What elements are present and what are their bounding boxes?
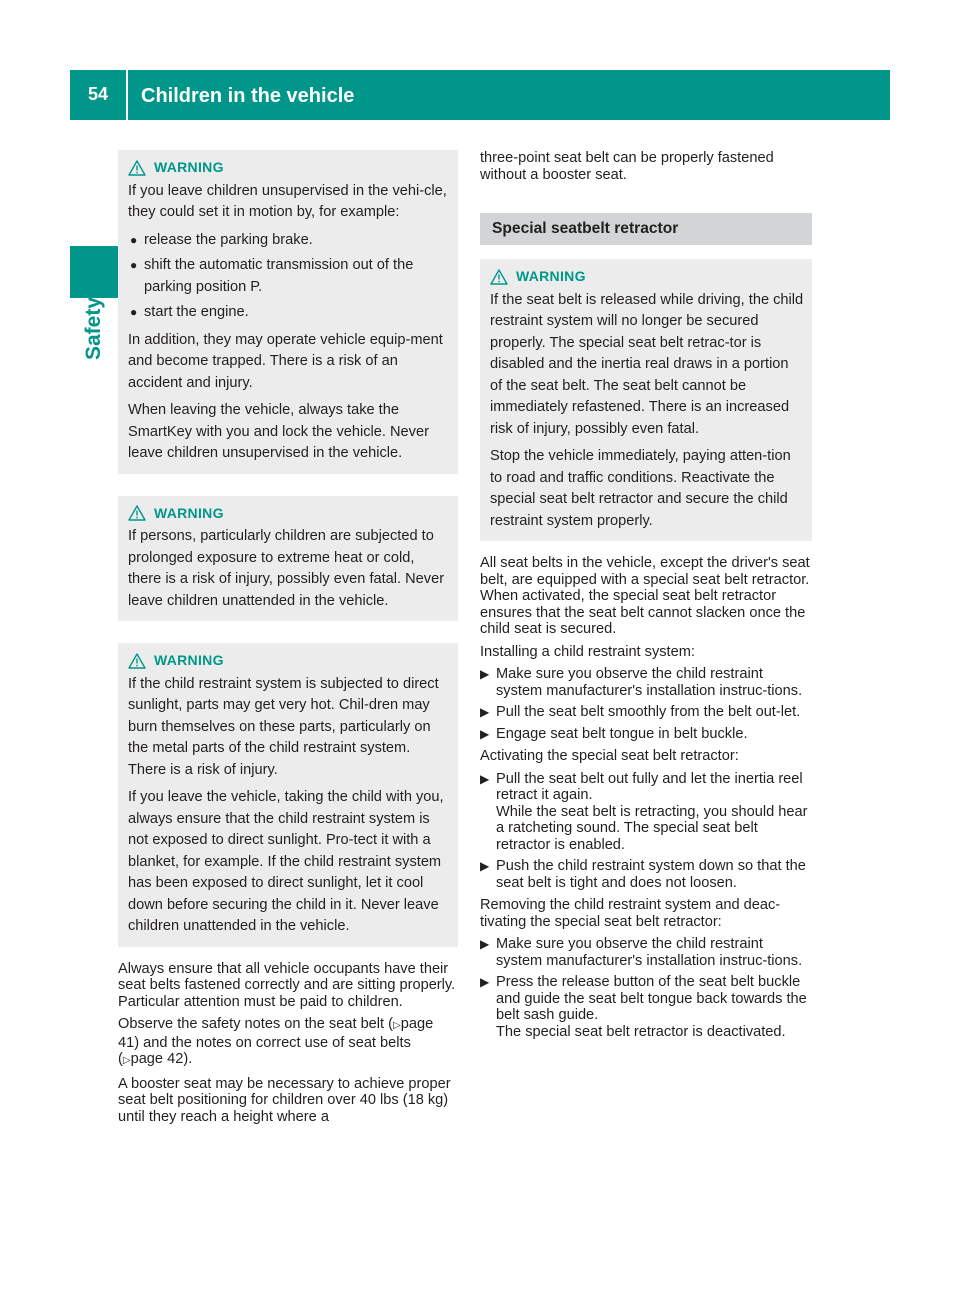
step-arrow-icon: ▶ bbox=[480, 937, 490, 951]
bullet-item: ● shift the automatic transmission out of the parking position P. bbox=[130, 257, 414, 295]
step-item: ▶ Press the release button of the seat belt buckle and guide the seat belt tongue back towards the belt sash guide. The special seat belt retractor is deactivated. bbox=[480, 974, 812, 1040]
warning-box-unsupervised bbox=[118, 150, 458, 474]
side-tab-marker bbox=[70, 246, 122, 298]
warning-header bbox=[128, 157, 450, 179]
warning-text: If you leave children unsupervised in the vehi-cle, they could set it in motion by, for example: bbox=[128, 182, 447, 220]
right-body-text bbox=[480, 555, 812, 1040]
warning-box-retractor bbox=[480, 259, 812, 541]
step-item: ▶ Make sure you observe the child restraint system manufacturer's installation instruc-tions. bbox=[480, 666, 803, 699]
warning-text: If the seat belt is released while driving, the child restraint system will no longer be secured properly. The special seat belt retrac-tor is disabled and the inertia real draws in a portion of the seat belt. The seat belt cannot be immediately refastened. There is an increased risk of injury, possibly even fatal. bbox=[490, 291, 804, 437]
step-arrow-icon: ▶ bbox=[480, 667, 490, 681]
bullet-item: ● start the engine. bbox=[128, 302, 450, 324]
page-title: Children in the vehicle bbox=[141, 85, 355, 107]
left-body-text bbox=[118, 961, 458, 1126]
paragraph: three-point seat belt can be properly fastened without a booster seat. bbox=[480, 150, 774, 183]
warning-text: If you leave the vehicle, taking the child with you, always ensure that the child restraint system is not exposed to direct sunlight. Pro-tect it with a blanket, for example. If the child restraint system has been exposed to direct sunlight, let it cool down before securing the child in it. Never leave children unattended in the vehicle. bbox=[128, 789, 444, 934]
activate-steps bbox=[480, 771, 812, 892]
warning-box-sunlight bbox=[118, 643, 458, 947]
step-result: The special seat belt retractor is deactivated. bbox=[496, 1023, 786, 1040]
step-item: ▶ Pull the seat belt smoothly from the belt out-let. bbox=[480, 704, 801, 720]
section-heading: Special seatbelt retractor bbox=[480, 213, 812, 245]
step-item: ▶ Engage seat belt tongue in belt buckle. bbox=[480, 725, 748, 742]
warning-triangle-icon bbox=[128, 505, 146, 521]
paragraph: Always ensure that all vehicle occupants have their seat belts fastened correctly and are sitting properly. Particular attention must be paid to children. bbox=[118, 960, 456, 1010]
header-divider bbox=[126, 70, 128, 120]
install-steps bbox=[480, 666, 812, 742]
warning-header bbox=[490, 266, 804, 288]
step-arrow-icon: ▶ bbox=[480, 859, 490, 873]
bullet-icon: ● bbox=[130, 305, 138, 319]
warning-triangle-icon bbox=[490, 269, 508, 285]
paragraph: A booster seat may be necessary to achieve proper seat belt positioning for children over 40 lbs (18 kg) until they reach a height where a bbox=[118, 1075, 451, 1125]
instruction-heading: Installing a child restraint system: bbox=[480, 643, 695, 660]
step-arrow-icon: ▶ bbox=[480, 705, 490, 719]
warning-text: In addition, they may operate vehicle equip-ment and become trapped. There is a risk of an accident and injury. bbox=[128, 331, 443, 391]
step-item: ▶ Make sure you observe the child restraint system manufacturer's installation instruc-tions. bbox=[480, 936, 803, 969]
page-ref-link[interactable]: page 42 bbox=[130, 1051, 184, 1067]
step-item: ▶ Pull the seat belt out fully and let the inertia reel retract it again. While the seat belt is retracting, you should hear a ratcheting sound. The special seat belt retractor is enabled. bbox=[480, 771, 812, 854]
side-tab-label: Safety bbox=[82, 296, 105, 360]
page-ref-arrow-icon: ▷ bbox=[393, 1020, 401, 1031]
bullet-item: ● release the parking brake. bbox=[128, 230, 450, 252]
warning-text: If the child restraint system is subjected to direct sunlight, parts may get very hot. Chil-dren may burn themselves on these parts, particularly on the metal parts of the child restraint system. There is a risk of injury. bbox=[128, 675, 439, 778]
warning-title: WARNING bbox=[154, 652, 224, 668]
page-ref-link[interactable]: page 41 bbox=[118, 1016, 434, 1051]
paragraph: All seat belts in the vehicle, except the driver's seat belt, are equipped with a special seat belt retractor. When activated, the special seat belt retractor ensures that the seat belt cannot slacken once the child seat is secured. bbox=[480, 555, 810, 637]
warning-header bbox=[128, 503, 450, 525]
bullet-icon: ● bbox=[130, 258, 138, 272]
warning-triangle-icon bbox=[128, 653, 146, 669]
warning-triangle-icon bbox=[128, 160, 146, 176]
warning-title: WARNING bbox=[154, 504, 224, 521]
step-arrow-icon: ▶ bbox=[480, 975, 490, 989]
instruction-heading: Activating the special seat belt retractor: bbox=[480, 748, 739, 764]
warning-text: When leaving the vehicle, always take the SmartKey with you and lock the vehicle. Never leave children unsupervised in the vehicle. bbox=[128, 402, 429, 461]
warning-text: If persons, particularly children are subjected to prolonged exposure to extreme heat or cold, there is a risk of injury, possibly even fatal. Never leave children unattended in the vehicle. bbox=[128, 528, 445, 609]
warning-box-heat bbox=[118, 496, 458, 622]
warning-bullet-list bbox=[128, 230, 450, 324]
page-number: 54 bbox=[87, 84, 109, 104]
step-arrow-icon: ▶ bbox=[480, 771, 490, 786]
step-result: While the seat belt is retracting, you should hear a ratcheting sound. The special seat belt retractor is enabled. bbox=[496, 803, 808, 853]
step-arrow-icon: ▶ bbox=[480, 726, 490, 741]
warning-title: WARNING bbox=[516, 268, 586, 284]
page-ref-arrow-icon: ▷ bbox=[122, 1055, 131, 1066]
warning-title: WARNING bbox=[154, 159, 224, 175]
right-column bbox=[480, 150, 812, 1046]
paragraph: Observe the safety notes on the seat belt (▷page 41) and the notes on correct use of seat belts (▷page 42). bbox=[118, 1016, 434, 1067]
right-body-text bbox=[480, 150, 812, 183]
bullet-icon: ● bbox=[130, 232, 138, 247]
remove-steps bbox=[480, 936, 812, 1040]
warning-text: Stop the vehicle immediately, paying atten-tion to road and traffic conditions. Reactivate the special seat belt retractor and secure the child restraint system properly. bbox=[490, 448, 791, 529]
warning-header bbox=[128, 650, 450, 672]
left-column bbox=[118, 150, 458, 1131]
step-item: ▶ Push the child restraint system down so that the seat belt is tight and does not loosen. bbox=[480, 858, 806, 891]
instruction-heading: Removing the child restraint system and deac-tivating the special seat belt retractor: bbox=[480, 897, 781, 930]
